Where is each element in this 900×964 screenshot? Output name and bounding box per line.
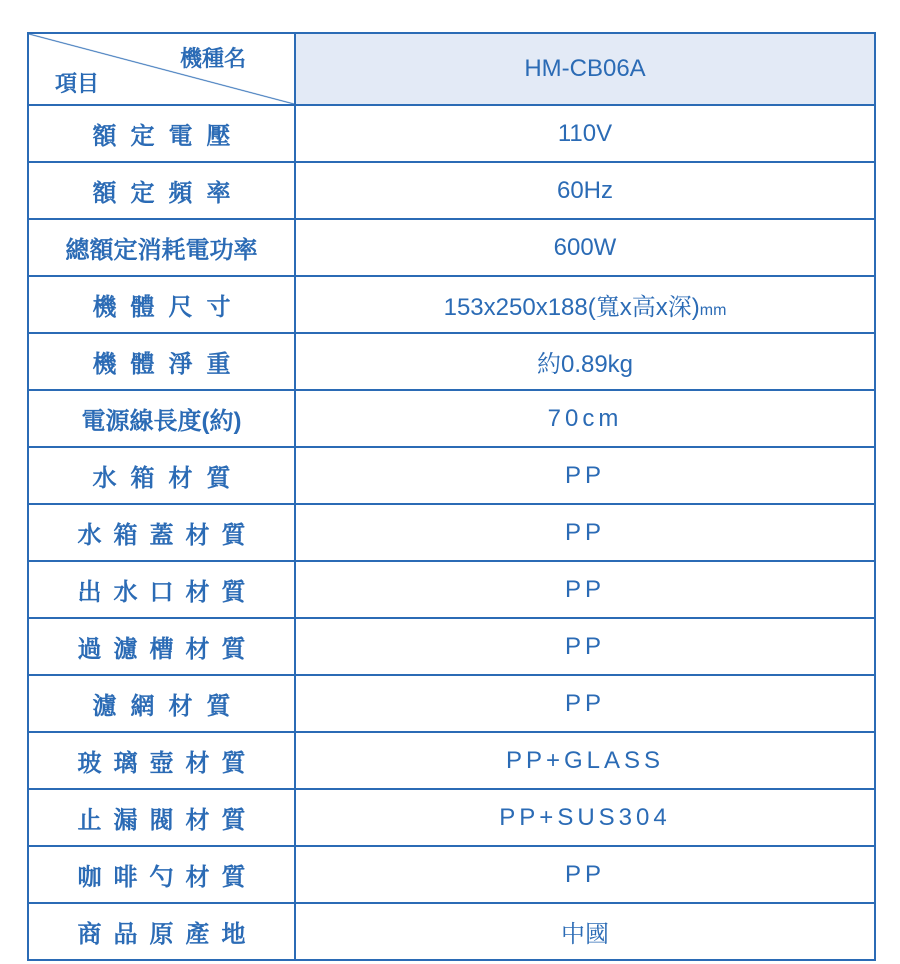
row-label-outlet-material: 出水口材質 [28, 561, 295, 618]
row-value-tank-lid-material: PP [295, 504, 875, 561]
row-value-filter-tank-material: PP [295, 618, 875, 675]
table-row [28, 789, 875, 846]
row-label-tank-material: 水箱材質 [28, 447, 295, 504]
row-value-valve-material: PP+SUS304 [295, 789, 875, 846]
row-label-filter-material: 濾網材質 [28, 675, 295, 732]
row-label-filter-tank-material: 過濾槽材質 [28, 618, 295, 675]
row-value-net-weight: 約0.89kg [295, 333, 875, 390]
row-value-rated-frequency: 60Hz [295, 162, 875, 219]
table-row [28, 732, 875, 789]
table-row [28, 276, 875, 333]
row-value-origin: 中國 [295, 903, 875, 960]
row-label-dimensions: 機體尺寸 [28, 276, 295, 333]
table-row [28, 219, 875, 276]
row-value-power: 600W [295, 219, 875, 276]
row-value-carafe-material: PP+GLASS [295, 732, 875, 789]
row-label-rated-frequency: 額定頻率 [28, 162, 295, 219]
row-value-spoon-material: PP [295, 846, 875, 903]
table-row [28, 447, 875, 504]
table-row [28, 333, 875, 390]
row-label-power: 總額定消耗電功率 [28, 219, 295, 276]
model-name-header: 機種名 [179, 46, 246, 71]
table-row [28, 162, 875, 219]
spec-table [27, 32, 876, 961]
row-label-tank-lid-material: 水箱蓋材質 [28, 504, 295, 561]
header-corner-cell [28, 33, 295, 105]
dimensions-text: 153x250x188(寬x高x深) [443, 294, 700, 321]
row-label-valve-material: 止漏閥材質 [28, 789, 295, 846]
table-row [28, 618, 875, 675]
header-row [28, 33, 875, 105]
dimensions-unit: mm [699, 302, 727, 319]
table-row [28, 561, 875, 618]
row-value-outlet-material: PP [295, 561, 875, 618]
row-value-tank-material: PP [295, 447, 875, 504]
row-value-rated-voltage: 110V [295, 105, 875, 162]
item-header: 項目 [55, 71, 100, 96]
row-label-spoon-material: 咖啡勺材質 [28, 846, 295, 903]
row-label-net-weight: 機體淨重 [28, 333, 295, 390]
table-row [28, 105, 875, 162]
row-value-cord-length: 70cm [295, 390, 875, 447]
row-value-dimensions [295, 276, 875, 333]
row-label-cord-length: 電源線長度(約) [28, 390, 295, 447]
row-value-filter-material: PP [295, 675, 875, 732]
model-name-value: HM-CB06A [295, 33, 875, 105]
row-label-rated-voltage: 額定電壓 [28, 105, 295, 162]
table-row [28, 390, 875, 447]
table-row [28, 504, 875, 561]
table-row [28, 903, 875, 960]
table-row [28, 675, 875, 732]
row-label-origin: 商品原產地 [28, 903, 295, 960]
table-row [28, 846, 875, 903]
row-label-carafe-material: 玻璃壺材質 [28, 732, 295, 789]
